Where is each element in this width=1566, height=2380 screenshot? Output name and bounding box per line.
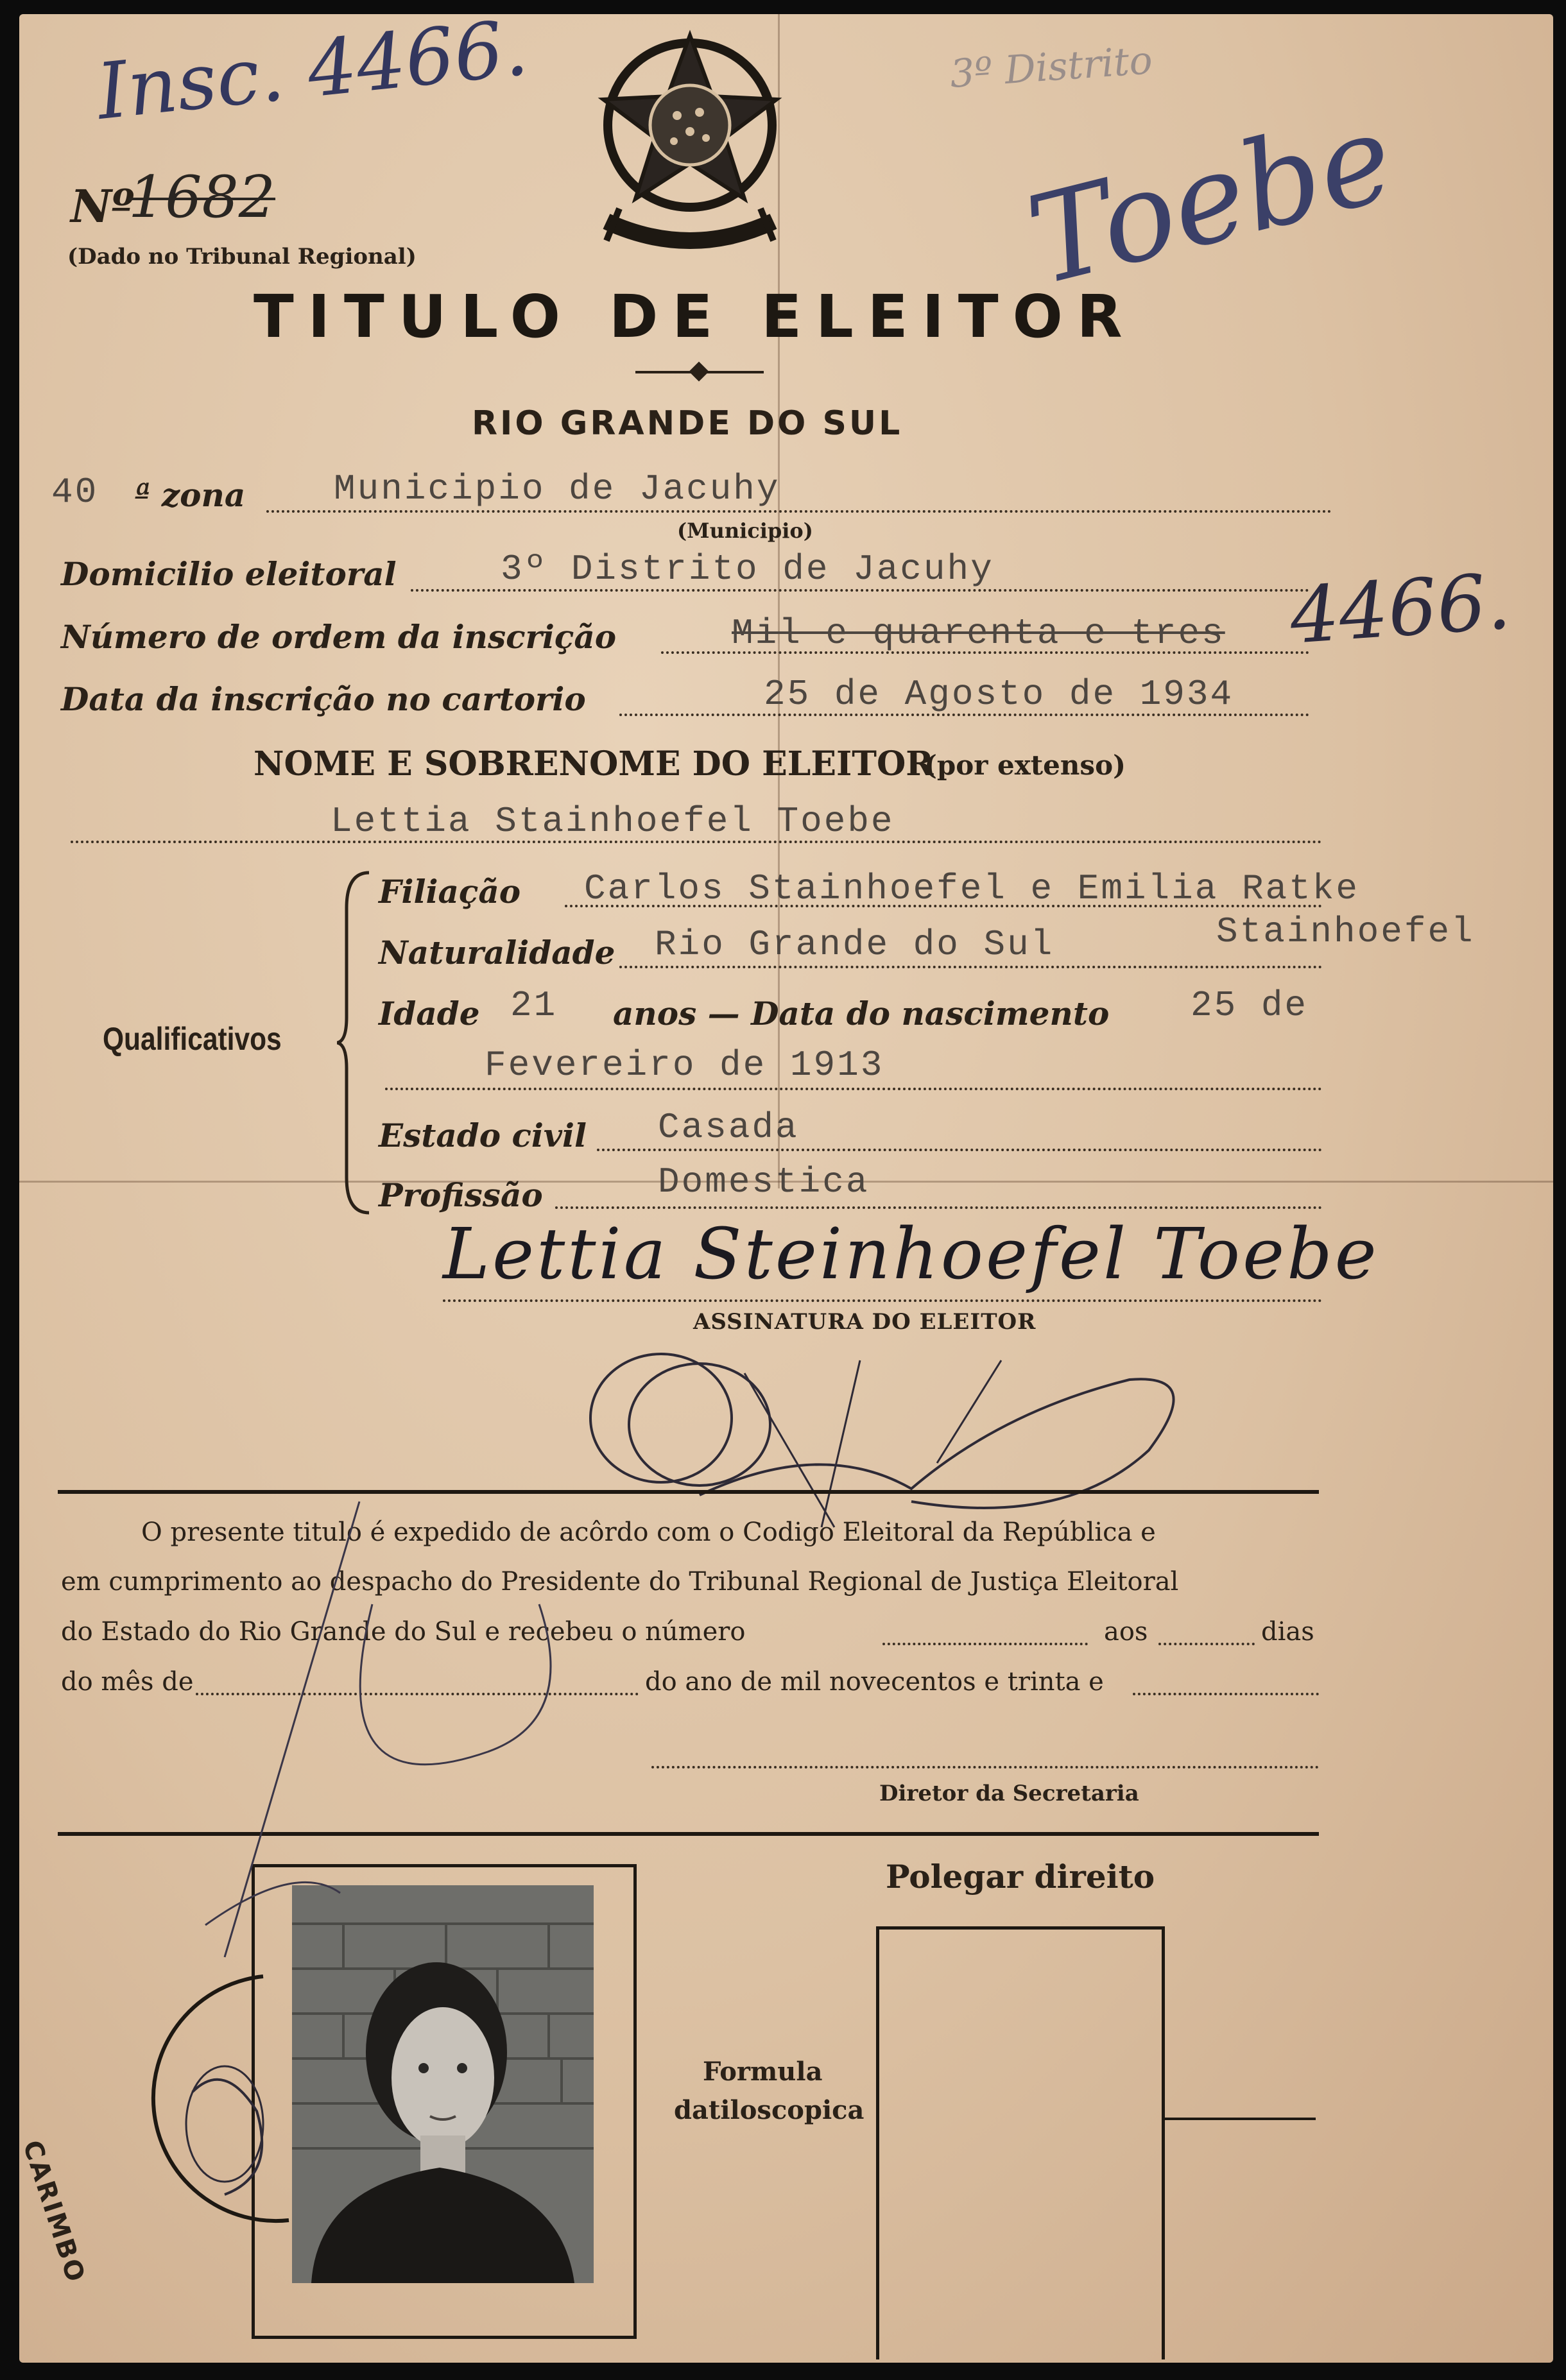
profissao-value: Domestica — [658, 1161, 870, 1203]
legal-dias-dotted-line — [1158, 1643, 1255, 1645]
zona-number: 40 — [51, 472, 99, 513]
legal-line-2: em cumprimento ao despacho do Presidente do Tribunal Regional de Justiça Eleitoral — [61, 1567, 1179, 1597]
filiacao-value: Carlos Stainhoefel e Emilia Ratke — [584, 868, 1359, 909]
profissao-dotted-line — [555, 1206, 1322, 1209]
voter-signature: Lettia Steinhoefel Toebe — [443, 1213, 1379, 1295]
pencil-note: 3º Distrito — [948, 38, 1154, 97]
nome-value: Lettia Stainhoefel Toebe — [331, 801, 895, 842]
zona-dotted-line — [266, 510, 1332, 513]
nome-heading: NOME E SOBRENOME DO ELEITOR — [254, 744, 934, 783]
brazil-coat-of-arms-emblem — [581, 29, 799, 273]
qualificativos-brace — [337, 869, 375, 1216]
zona-label: ª zona — [135, 476, 246, 514]
municipio-caption: (Municipio) — [677, 518, 813, 543]
ordem-value: Mil e quarenta e tres — [732, 613, 1225, 654]
numero-label: Nº — [71, 180, 134, 233]
carimbo-label: CARIMBO — [17, 2137, 91, 2288]
director-signature-line — [651, 1766, 1319, 1768]
legal-ano-dotted-line — [1133, 1693, 1319, 1695]
formula-label-2: datiloscopica — [674, 2095, 865, 2125]
legal-line-3-c: dias — [1261, 1617, 1314, 1647]
handwritten-reference: Insc. 4466. — [92, 3, 532, 137]
ordem-handwritten: 4466. — [1287, 557, 1513, 662]
idade-label: Idade — [379, 995, 480, 1032]
naturalidade-dotted-line — [619, 966, 1322, 968]
document-title: TITULO DE ELEITOR — [254, 282, 1137, 351]
legal-line-4-a: do mês de — [61, 1667, 194, 1697]
state-heading: RIO GRANDE DO SUL — [472, 404, 903, 443]
municipio-value: Municipio de Jacuhy — [334, 468, 780, 509]
idade-value: 21 — [510, 985, 558, 1026]
numero-note: (Dado no Tribunal Regional) — [67, 244, 417, 270]
nascimento-value-continuation: Fevereiro de 1913 — [485, 1045, 884, 1086]
formula-label-1: Formula — [703, 2057, 823, 2087]
data-inscricao-value: 25 de Agosto de 1934 — [764, 674, 1234, 715]
legal-line-3-a: do Estado do Rio Grande do Sul e recebeu o número — [61, 1617, 746, 1647]
naturalidade-label: Naturalidade — [379, 934, 615, 972]
nascimento-dotted-line — [385, 1088, 1322, 1090]
qualificativos-label: Qualificativos — [103, 1021, 282, 1057]
nascimento-label: anos — Data do nascimento — [613, 995, 1110, 1032]
filiacao-label: Filiação — [379, 873, 521, 911]
thumbprint-box-side-line — [1162, 2118, 1316, 2120]
legal-line-4-b: do ano de mil novecentos e trinta e — [645, 1667, 1104, 1697]
naturalidade-value: Rio Grande do Sul — [655, 924, 1054, 965]
thumbprint-box — [876, 1926, 1165, 2359]
signature-dotted-line — [443, 1299, 1322, 1302]
legal-line-3-b: aos — [1104, 1617, 1148, 1647]
estado-civil-value: Casada — [658, 1107, 799, 1148]
data-inscricao-label: Data da inscrição no cartorio — [61, 680, 586, 718]
ordem-label: Número de ordem da inscrição — [61, 618, 617, 656]
estado-civil-label: Estado civil — [379, 1117, 587, 1154]
domicilio-label: Domicilio eleitoral — [61, 555, 397, 593]
nascimento-value: 25 de — [1191, 985, 1309, 1026]
director-caption: Diretor da Secretaria — [879, 1781, 1139, 1806]
domicilio-value: 3º Distrito de Jacuhy — [501, 549, 994, 590]
filiacao-value-continuation: Stainhoefel — [1216, 911, 1475, 952]
overlay-pen-strokes — [128, 1476, 706, 2053]
corner-signature: Toebe — [1015, 85, 1407, 313]
profissao-label: Profissão — [379, 1176, 543, 1214]
legal-numero-dotted-line — [882, 1643, 1088, 1645]
polegar-label: Polegar direito — [886, 1858, 1155, 1896]
signature-caption: ASSINATURA DO ELEITOR — [693, 1309, 1037, 1335]
estado-civil-dotted-line — [597, 1149, 1322, 1151]
numero-crossed: 1682 — [128, 164, 276, 231]
nome-heading-note: (por extenso) — [924, 749, 1126, 781]
legal-line-1: O presente titulo é expedido de acôrdo com o Codigo Eleitoral da República e — [141, 1518, 1156, 1547]
